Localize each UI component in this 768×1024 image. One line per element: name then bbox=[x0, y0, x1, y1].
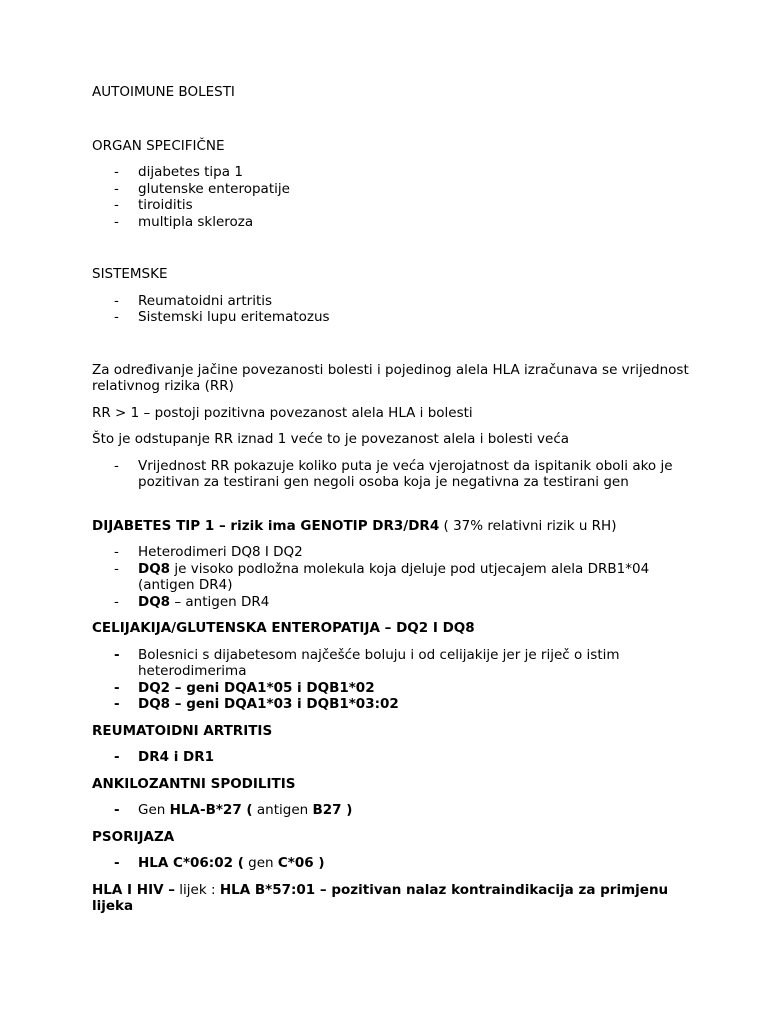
list-item: - glutenske enteropatije bbox=[114, 180, 290, 197]
ankilozantni-list bbox=[92, 802, 692, 819]
list-item: - dijabetes tipa 1 bbox=[114, 164, 243, 180]
sistemske-list bbox=[92, 293, 692, 326]
list-item: - DQ8 – geni DQA1*03 i DQB1*03:02 bbox=[114, 696, 399, 712]
list-item: - tiroiditis bbox=[114, 197, 193, 213]
document-title: AUTOIMUNE BOLESTI bbox=[92, 84, 235, 100]
document-page bbox=[92, 84, 692, 915]
rr-paragraph: Za određivanje jačine povezanosti bolesti i pojedinog alela HLA izračunava se vrijednost relativnog rizika (RR) bbox=[92, 361, 689, 394]
list-item: - multipla skleroza bbox=[114, 213, 254, 230]
section-heading-reumatoidni: REUMATOIDNI ARTRITIS bbox=[92, 722, 273, 739]
hla-hiv-paragraph: HLA I HIV – lijek : HLA B*57:01 – pozitivan nalaz kontraindikacija za primjenu lijeka bbox=[92, 881, 669, 914]
list-item: - Sistemski lupu eritematozus bbox=[114, 309, 330, 325]
dijabetes-list bbox=[92, 544, 692, 610]
list-item: - DQ2 – geni DQA1*05 i DQB1*02 bbox=[114, 679, 375, 696]
list-item: - DQ8 – antigen DR4 bbox=[114, 593, 270, 610]
section-heading-psorijaza: PSORIJAZA bbox=[92, 828, 175, 845]
list-item: - HLA C*06:02 ( gen C*06 ) bbox=[114, 855, 325, 871]
list-item: - Heterodimeri DQ8 I DQ2 bbox=[114, 544, 303, 560]
section-heading-sistemske: SISTEMSKE bbox=[92, 266, 168, 282]
section-heading-ankilozantni: ANKILOZANTNI SPODILITIS bbox=[92, 775, 296, 792]
psorijaza-list bbox=[92, 855, 692, 872]
rr-deviation: Što je odstupanje RR iznad 1 veće to je povezanost alela i bolesti veća bbox=[92, 431, 570, 447]
list-item: - DR4 i DR1 bbox=[114, 749, 215, 765]
rr-list bbox=[92, 458, 692, 491]
list-item: - Bolesnici s dijabetesom najčešće boluju i od celijakije jer je riječ o istim heterodimerima bbox=[114, 646, 620, 679]
section-heading-organ-specific: ORGAN SPECIFIČNE bbox=[92, 137, 225, 154]
section-heading-dijabetes: DIJABETES TIP 1 – rizik ima GENOTIP DR3/DR4 ( 37% relativni rizik u RH) bbox=[92, 517, 617, 534]
list-item: - Gen HLA-B*27 ( antigen B27 ) bbox=[114, 802, 353, 818]
celijakija-list bbox=[92, 647, 692, 713]
organ-specific-list bbox=[92, 164, 692, 230]
list-item: - Reumatoidni artritis bbox=[114, 292, 273, 309]
reumatoidni-list bbox=[92, 749, 692, 766]
list-item: - Vrijednost RR pokazuje koliko puta je veća vjerojatnost da ispitanik oboli ako je pozitivan za testirani gen negoli osoba koja je negativna za testirani gen bbox=[114, 457, 673, 490]
rr-definition: RR > 1 – postoji pozitivna povezanost alela HLA i bolesti bbox=[92, 404, 473, 421]
list-item: - DQ8 je visoko podložna molekula koja djeluje pod utjecajem alela DRB1*04 (antigen DR4) bbox=[114, 560, 650, 593]
section-heading-celijakija: CELIJAKIJA/GLUTENSKA ENTEROPATIJA – DQ2 I DQ8 bbox=[92, 620, 475, 636]
